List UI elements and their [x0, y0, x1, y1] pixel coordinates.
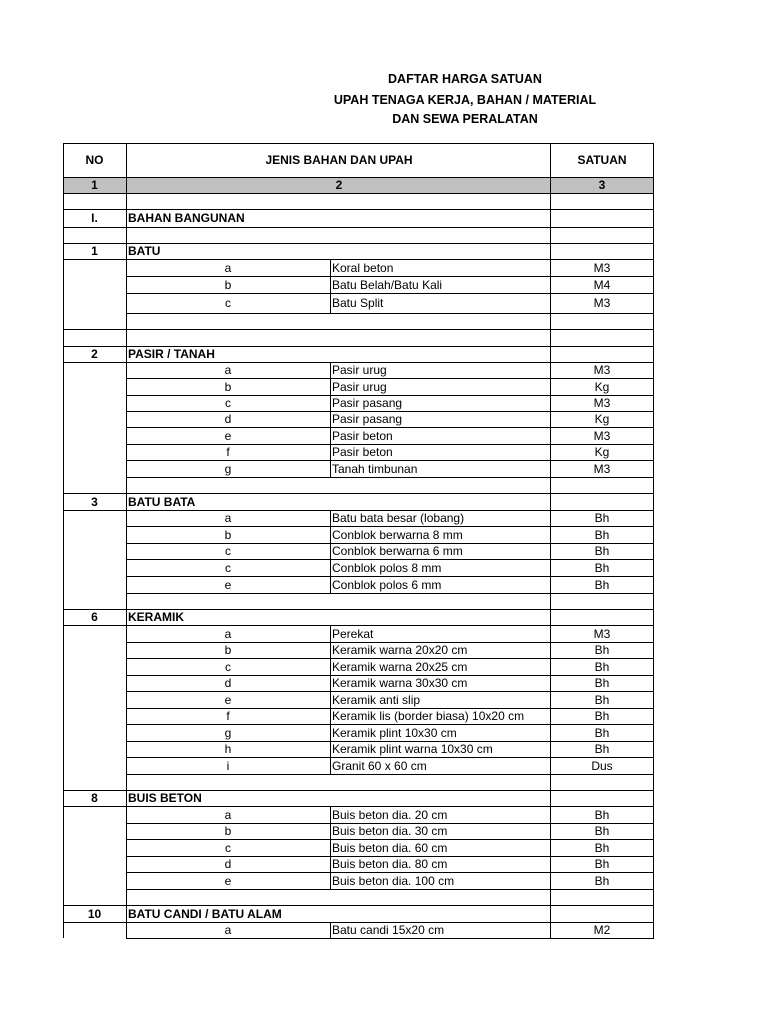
column-line-left [63, 143, 64, 938]
item-unit: Bh [594, 511, 610, 525]
item-unit: Bh [594, 643, 610, 657]
item-unit: M3 [593, 461, 611, 476]
row-border-no [63, 227, 126, 228]
item-description: Conblok polos 6 mm [332, 577, 442, 592]
item-description: Buis beton dia. 80 cm [332, 857, 448, 871]
item-unit: Bh [594, 824, 610, 838]
item-description: Conblok polos 8 mm [332, 560, 442, 575]
item-description: Keramik warna 20x20 cm [332, 643, 468, 657]
item-letter: c [225, 296, 231, 310]
item-description: Conblok berwarna 6 mm [332, 544, 463, 558]
item-unit: M2 [593, 923, 611, 937]
row-border-no [63, 806, 126, 807]
row-number: 8 [91, 791, 98, 805]
row-number: 1 [91, 244, 98, 258]
group-label: BATU CANDI / BATU ALAM [128, 906, 282, 921]
item-unit: Bh [594, 742, 610, 756]
item-letter: f [226, 709, 230, 723]
item-description: Buis beton dia. 60 cm [332, 840, 448, 855]
item-letter: h [224, 742, 232, 756]
item-divider-line [330, 293, 331, 313]
item-unit: Bh [594, 692, 610, 707]
item-letter: c [225, 560, 231, 575]
item-letter: a [224, 923, 232, 937]
item-divider-line [330, 922, 331, 938]
item-description: Perekat [332, 626, 374, 641]
item-divider-line [330, 411, 331, 427]
item-unit: Kg [594, 445, 610, 459]
item-description: Keramik warna 20x25 cm [332, 659, 468, 674]
item-description: Batu bata besar (lobang) [332, 511, 465, 525]
section-label: BAHAN BANGUNAN [128, 211, 245, 225]
item-letter: b [224, 277, 232, 292]
item-letter: b [224, 824, 232, 838]
item-letter: e [224, 692, 232, 707]
item-divider-line [330, 856, 331, 872]
item-divider-line [330, 757, 331, 774]
item-description: Buis beton dia. 30 cm [332, 824, 448, 838]
item-letter: f [226, 445, 230, 459]
item-unit: M3 [593, 363, 611, 377]
item-letter: a [224, 363, 232, 377]
item-letter: d [224, 676, 232, 690]
group-label: KERAMIK [128, 610, 184, 624]
row-border [126, 889, 654, 890]
item-unit: Bh [594, 577, 610, 592]
item-description: Conblok berwarna 8 mm [332, 527, 463, 542]
row-number: 10 [87, 906, 102, 921]
item-description: Keramik plint 10x30 cm [332, 725, 457, 740]
column-number-2: 2 [335, 178, 343, 192]
item-divider-line [330, 378, 331, 395]
table-top-border [63, 143, 654, 144]
item-unit: Bh [594, 676, 610, 690]
item-unit: M3 [593, 626, 611, 641]
item-divider-line [330, 625, 331, 642]
header-no: NO [85, 153, 104, 167]
item-letter: b [224, 527, 232, 542]
item-letter: e [224, 428, 232, 443]
row-border [126, 227, 654, 228]
item-unit: Bh [594, 709, 610, 723]
row-border-no [63, 625, 126, 626]
item-description: Tanah timbunan [332, 461, 418, 476]
item-letter: c [225, 396, 231, 410]
row-number: 3 [91, 494, 98, 509]
item-divider-line [330, 510, 331, 526]
group-label: BATU BATA [128, 494, 196, 509]
item-description: Pasir pasang [332, 396, 403, 410]
item-divider-line [330, 362, 331, 378]
item-letter: e [224, 577, 232, 592]
item-divider-line [330, 675, 331, 691]
header-jenis: JENIS BAHAN DAN UPAH [265, 153, 413, 167]
item-divider-line [330, 658, 331, 675]
item-divider-line [330, 259, 331, 276]
item-divider-line [330, 724, 331, 741]
group-label: BUIS BETON [128, 791, 202, 805]
item-divider-line [330, 460, 331, 477]
item-letter: g [224, 461, 232, 476]
item-letter: b [224, 643, 232, 657]
row-border-no [63, 922, 126, 923]
item-divider-line [330, 839, 331, 856]
item-letter: a [224, 626, 232, 641]
item-divider-line [330, 691, 331, 708]
item-letter: c [225, 840, 231, 855]
item-description: Koral beton [332, 260, 394, 275]
item-description: Pasir beton [332, 445, 393, 459]
document-title-line-1: DAFTAR HARGA SATUAN [388, 72, 542, 86]
row-border [126, 938, 654, 939]
item-unit: Bh [594, 527, 610, 542]
item-description: Keramik plint warna 10x30 cm [332, 742, 493, 756]
item-unit: M3 [593, 396, 611, 410]
item-divider-line [330, 823, 331, 839]
item-divider-line [330, 741, 331, 757]
item-divider-line [330, 872, 331, 889]
group-label: BATU [128, 244, 161, 258]
document-title-line-3: DAN SEWA PERALATAN [392, 112, 538, 126]
item-unit: Bh [594, 560, 610, 575]
item-letter: d [224, 412, 232, 426]
item-letter: c [225, 544, 231, 558]
header-satuan: SATUAN [577, 153, 627, 167]
item-unit: Bh [594, 840, 610, 855]
item-divider-line [330, 559, 331, 576]
item-letter: c [225, 659, 231, 674]
item-divider-line [330, 576, 331, 593]
header-bottom-border [63, 177, 654, 178]
numbering-bottom-border [63, 193, 654, 194]
item-description: Buis beton dia. 20 cm [332, 807, 448, 822]
item-description: Granit 60 x 60 cm [332, 758, 427, 773]
item-description: Keramik warna 30x30 cm [332, 676, 468, 690]
document-title-line-2: UPAH TENAGA KERJA, BAHAN / MATERIAL [333, 93, 597, 107]
item-unit: Bh [594, 544, 610, 558]
item-divider-line [330, 806, 331, 823]
row-border-no [63, 362, 126, 363]
item-description: Keramik lis (border biasa) 10x20 cm [332, 709, 525, 723]
item-unit: M3 [593, 260, 611, 275]
item-description: Batu Split [332, 296, 384, 310]
item-divider-line [330, 427, 331, 444]
item-description: Pasir urug [332, 363, 387, 377]
item-divider-line [330, 526, 331, 543]
item-letter: i [226, 758, 230, 773]
row-border [126, 313, 654, 314]
item-description: Pasir beton [332, 428, 393, 443]
row-border [126, 477, 654, 478]
item-letter: a [224, 807, 232, 822]
item-description: Pasir urug [332, 379, 387, 394]
item-divider-line [330, 444, 331, 460]
item-unit: Kg [594, 412, 610, 426]
row-number: 2 [91, 347, 98, 361]
item-description: Pasir pasang [332, 412, 403, 426]
item-unit: M3 [593, 296, 611, 310]
item-unit: Bh [594, 873, 610, 888]
item-letter: e [224, 873, 232, 888]
row-border [126, 774, 654, 775]
item-divider-line [330, 395, 331, 411]
item-divider-line [330, 708, 331, 724]
row-border [126, 329, 654, 330]
row-number: 6 [91, 610, 98, 624]
item-letter: a [224, 511, 232, 525]
column-number-3: 3 [598, 178, 606, 192]
item-letter: g [224, 725, 232, 740]
row-border [126, 593, 654, 594]
item-divider-line [330, 642, 331, 658]
row-number: I. [91, 211, 98, 225]
item-description: Batu candi 15x20 cm [332, 923, 445, 937]
row-border-no [63, 329, 126, 330]
item-unit: Bh [594, 857, 610, 871]
item-letter: a [224, 260, 232, 275]
item-unit: Bh [594, 725, 610, 740]
row-border-no [63, 510, 126, 511]
item-unit: M4 [593, 277, 611, 292]
item-unit: Bh [594, 807, 610, 822]
item-description: Buis beton dia. 100 cm [332, 873, 455, 888]
column-number-1: 1 [91, 178, 98, 192]
item-divider-line [330, 276, 331, 293]
item-unit: Dus [591, 758, 613, 773]
group-label: PASIR / TANAH [128, 347, 215, 361]
item-letter: b [224, 379, 232, 394]
item-unit: Kg [594, 379, 610, 394]
item-description: Keramik anti slip [332, 692, 421, 707]
item-unit: M3 [593, 428, 611, 443]
row-border-no [63, 259, 126, 260]
item-letter: d [224, 857, 232, 871]
item-unit: Bh [594, 659, 610, 674]
item-divider-line [330, 543, 331, 559]
item-description: Batu Belah/Batu Kali [332, 277, 443, 292]
